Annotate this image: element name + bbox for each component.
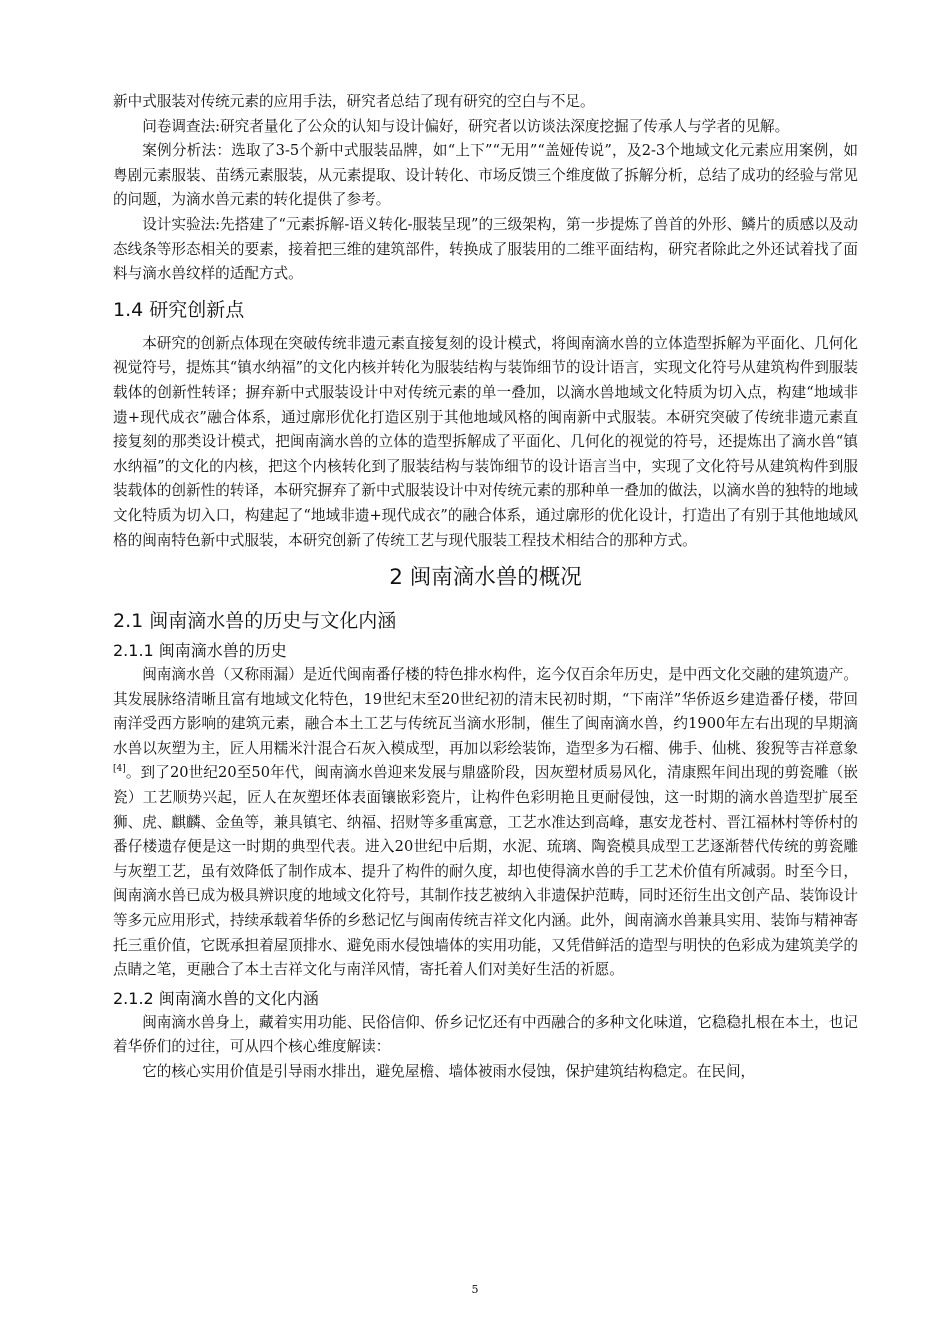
subsection-heading-2-1-2: 2.1.2 闽南滴水兽的文化内涵 (113, 988, 319, 1008)
chapter-heading-2: 2 闽南滴水兽的概况 (389, 565, 582, 591)
page-content (113, 90, 858, 1085)
paragraph-design-experiment-method: 设计实验法:先搭建了“元素拆解-语义转化-服装呈现”的三级架构，第一步提炼了兽首的外形、鳞片的质感以及动态线条等形态相关的要素，接着把三维的建筑部件，转换成了服装用的二维平面结构，研究者除此之外还试着找了面料与滴水兽纹样的适配方式。 (113, 215, 858, 283)
citation-reference: [4] (113, 764, 126, 775)
history-text-part2: 。到了20世纪20至50年代，闽南滴水兽迎来发展与鼎盛阶段，因灰塑材质易风化，清康熙年间出现的剪瓷雕（嵌瓷）工艺顺势兴起，匠人在灰塑坯体表面镶嵌彩瓷片，让构件色彩明艳且更耐侵蚀，这一时期的滴水兽造型扩展至狮、虎、麒麟、金鱼等，兼具镇宅、纳福、招财等多重寓意，工艺水准达到高峰，惠安龙苍村、晋江福林村等侨村的番仔楼遗存便是这一时期的典型代表。进入20世纪中后期，水泥、琉璃、陶瓷模具成型工艺逐渐替代传统的剪瓷雕与灰塑工艺，虽有效降低了制作成本、提升了构件的耐久度，却也使得滴水兽的手工艺术价值有所减弱。时至今日，闽南滴水兽已成为极具辨识度的地域文化符号，其制作技艺被纳入非遗保护范畴，同时还衍生出文创产品、装饰设计等多元应用形式，持续承载着华侨的乡愁记忆与闽南传统吉祥文化内涵。此外，闽南滴水兽兼具实用、装饰与精神寄托三重价值，它既承担着屋顶排水、避免雨水侵蚀墙体的实用功能，又凭借鲜活的造型与明快的色彩成为建筑美学的点睛之笔，更融合了本土吉祥文化与南洋风情，寄托着人们对美好生活的祈愿。 (113, 764, 858, 979)
paragraph-innovation: 本研究的创新点体现在突破传统非遗元素直接复刻的设计模式，将闽南滴水兽的立体造型拆解为平面化、几何化视觉符号，提炼其“镇水纳福”的文化内核并转化为服装结构与装饰细节的设计语言，实现文化符号从建筑构件到服装载体的创新性转译；摒弃新中式服装设计中对传统元素的单一叠加，以滴水兽地域文化特质为切入点，构建“地域非遗+现代成衣”融合体系，通过廓形优化打造区别于其他地域风格的闽南新中式服装。本研究突破了传统非遗元素直接复刻的那类设计模式，把闽南滴水兽的立体的造型拆解成了平面化、几何化的视觉的符号，还提炼出了滴水兽“镇水纳福”的文化的内核，把这个内核转化到了服装结构与装饰细节的设计语言当中，实现了文化符号从建筑构件到服装载体的创新性的转译，本研究摒弃了新中式服装设计中对传统元素的那种单一叠加的做法，以滴水兽的独特的地域文化特质为切入口，构建起了“地域非遗+现代成衣”的融合体系，通过廓形的优化设计，打造出了有别于其他地域风格的闽南特色新中式服装，本研究创新了传统工艺与现代服装工程技术相结合的那种方式。 (113, 334, 858, 549)
section-heading-1-4: 1.4 研究创新点 (113, 298, 245, 321)
paragraph-culture-practical: 它的核心实用价值是引导雨水排出，避免屋檐、墙体被雨水侵蚀，保护建筑结构稳定。在民间， (142, 1063, 756, 1080)
section-heading-2-1: 2.1 闽南滴水兽的历史与文化内涵 (113, 610, 397, 633)
paragraph-literature-summary: 新中式服装对传统元素的应用手法，研究者总结了现有研究的空白与不足。 (113, 93, 595, 110)
paragraph-history (113, 663, 858, 983)
paragraph-culture-intro: 闽南滴水兽身上，藏着实用功能、民俗信仰、侨乡记忆还有中西融合的多种文化味道，它稳稳扎根在本土，也记着华侨们的过往，可从四个核心维度解读： (113, 1013, 858, 1056)
page-number: 5 (471, 1283, 479, 1296)
paragraph-case-analysis-method: 案例分析法：选取了3-5个新中式服装品牌，如“上下”“无用”“盖娅传说”，及2-3个地域文化元素应用案例，如粤剧元素服装、苗绣元素服装，从元素提取、设计转化、市场反馈三个维度做了拆解分析，总结了成功的经验与常见的问题，为滴水兽元素的转化提供了参考。 (113, 142, 858, 209)
history-text-part1: 闽南滴水兽（又称雨漏）是近代闽南番仔楼的特色排水构件，迄今仅百余年历史，是中西文化交融的建筑遗产。其发展脉络清晰且富有地域文化特色，19世纪末至20世纪初的清末民初时期，“下南洋”华侨返乡建造番仔楼，带回南洋受西方影响的建筑元素，融合本土工艺与传统瓦当滴水形制，催生了闽南滴水兽，约1900年左右出现的早期滴水兽以灰塑为主，匠人用糯米汁混合石灰入模成型，再加以彩绘装饰，造型多为石榴、佛手、仙桃、狻猊等吉祥意象 (113, 666, 858, 757)
paragraph-questionnaire-method: 问卷调查法:研究者量化了公众的认知与设计偏好，研究者以访谈法深度挖掘了传承人与学者的见解。 (142, 117, 790, 135)
subsection-heading-2-1-1: 2.1.1 闽南滴水兽的历史 (113, 641, 287, 661)
